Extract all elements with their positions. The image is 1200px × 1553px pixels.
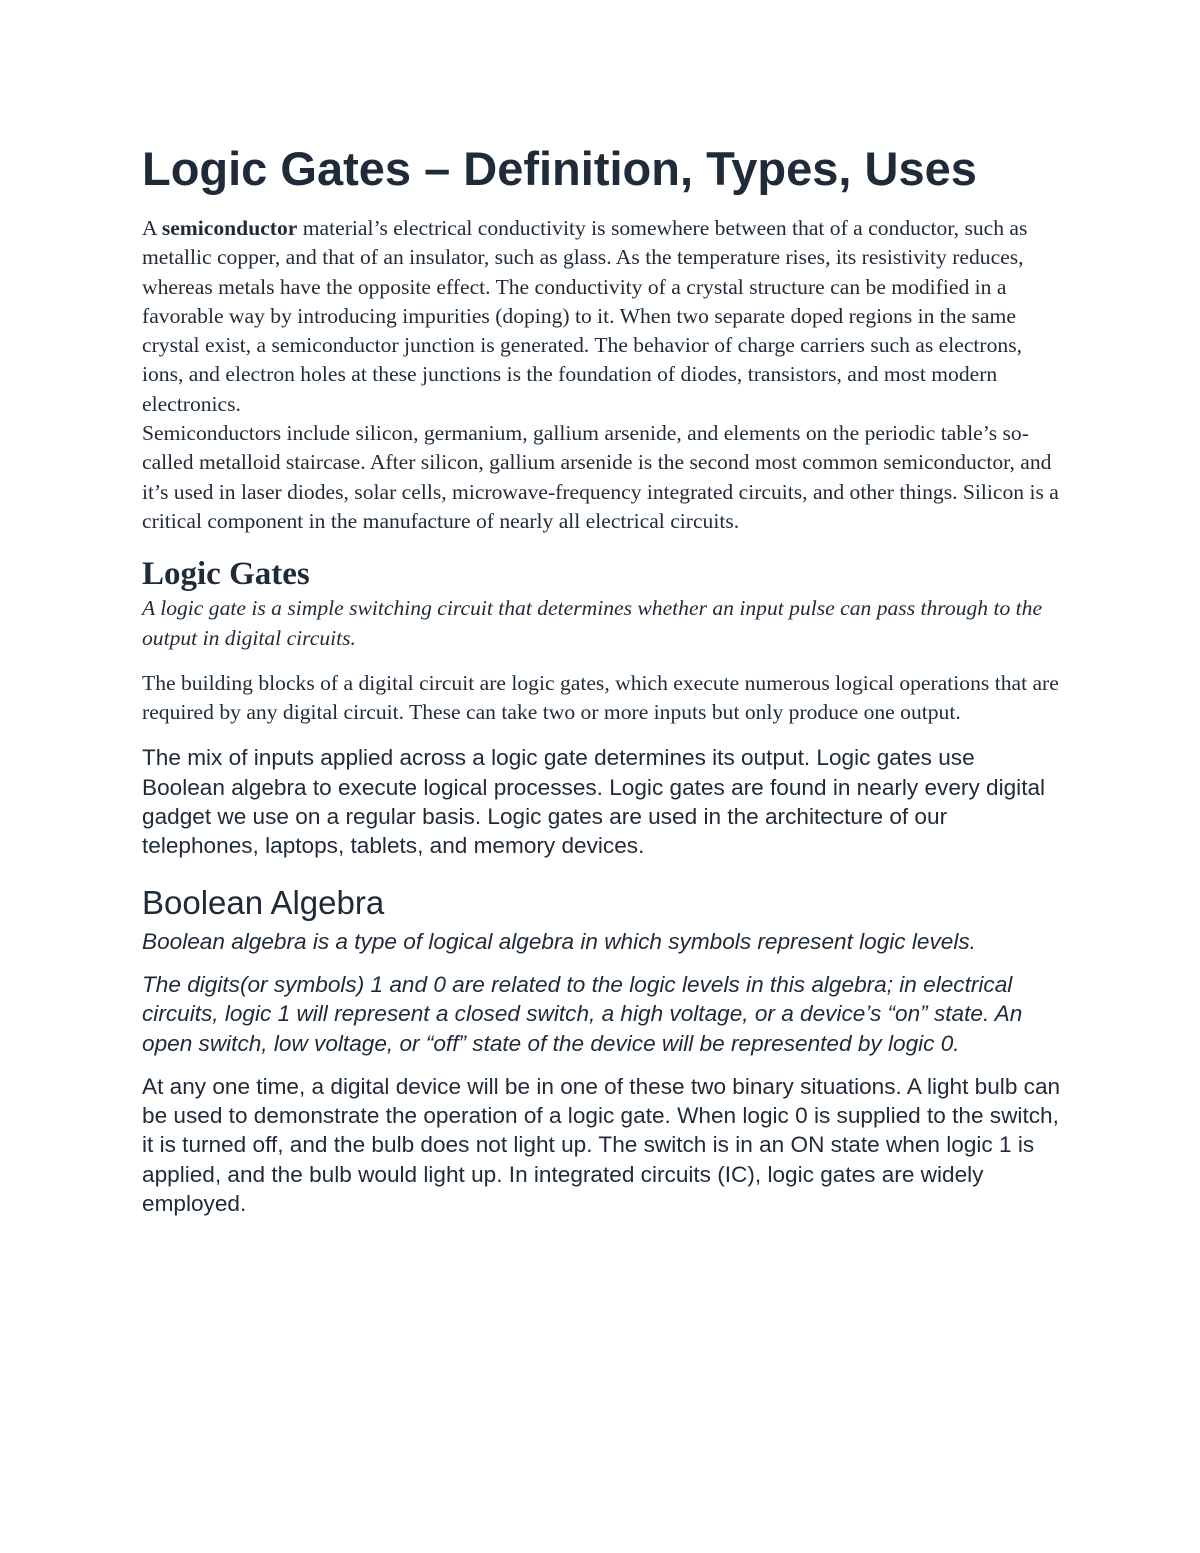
section-heading-logic-gates: Logic Gates — [142, 556, 310, 593]
section-heading-boolean-algebra: Boolean Algebra — [142, 883, 385, 921]
logic-gates-paragraph-2: The mix of inputs applied across a logic gate determines its output. Logic gates use Boolean algebra to execute logical processes. Logic gates are found in nearly every digital gadget we use on a regular basis. Logic gates are used in the architecture of our telephones, laptops, tablets, and memory devices. — [142, 745, 1046, 859]
logic-gates-paragraph-1: The building blocks of a digital circuit are logic gates, which execute numerous logical operations that are required by any digital circuit. These can take two or more inputs but only produce one output. — [142, 670, 1059, 725]
intro-rest: material’s electrical conductivity is somewhere between that of a conductor, such as metallic copper, and that of an insulator, such as glass. As the temperature rises, its resistivity reduces, whereas metals have the opposite effect. The conductivity of a crystal structure can be modified in a favorable way by introducing impurities (doping) to it. When two separate doped regions in the same crystal exist, a semiconductor junction is generated. The behavior of charge carriers such as electrons, ions, and electron holes at these junctions is the foundation of diodes, transistors, and most modern electronics. — [142, 216, 1028, 416]
boolean-algebra-definition: Boolean algebra is a type of logical algebra in which symbols represent logic levels. — [142, 928, 976, 954]
intro-paragraph-2: Semiconductors include silicon, germanium, gallium arsenide, and elements on the periodic table’s so-called metalloid staircase. After silicon, gallium arsenide is the second most common semiconductor, and it’s used in laser diodes, solar cells, microwave-frequency integrated circuits, and other things. Silicon is a critical component in the manufacture of nearly all electrical circuits. — [142, 421, 1059, 533]
document-page — [142, 138, 1062, 1218]
intro-paragraph — [142, 214, 1062, 419]
logic-gate-definition: A logic gate is a simple switching circuit that determines whether an input pulse can pass through to the output in digital circuits. — [142, 596, 1043, 650]
intro-lead: A — [142, 216, 162, 240]
bold-term-semiconductor: semiconductor — [161, 216, 298, 240]
boolean-algebra-paragraph: At any one time, a digital device will be in one of these two binary situations. A light bulb can be used to demonstrate the operation of a logic gate. When logic 0 is supplied to the switch, it is turned off, and the bulb does not light up. The switch is in an ON state when logic 1 is applied, and the bulb would light up. In integrated circuits (IC), logic gates are widely employed. — [142, 1073, 1061, 1217]
page-title: Logic Gates – Definition, Types, Uses — [142, 142, 977, 195]
boolean-algebra-italic-paragraph: The digits(or symbols) 1 and 0 are related to the logic levels in this algebra; in electrical circuits, logic 1 will represent a closed switch, a high voltage, or a device’s “on” state. An open switch, low voltage, or “off” state of the device will be represented by logic 0. — [142, 971, 1023, 1056]
